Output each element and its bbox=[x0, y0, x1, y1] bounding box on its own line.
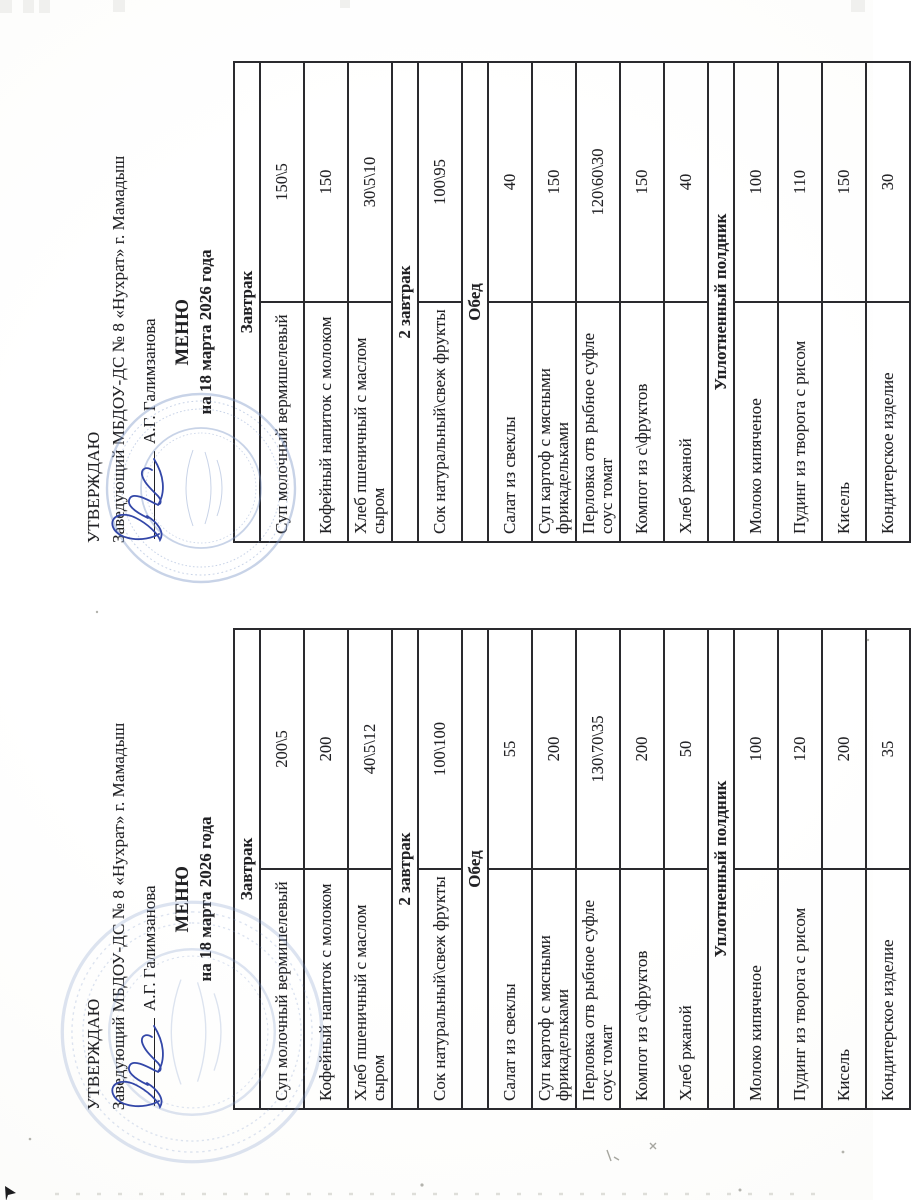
dish-name: Пудинг из творога с рисом bbox=[778, 869, 822, 1109]
dish-qty: 110 bbox=[778, 62, 822, 302]
dish-name: Хлеб пшеничный с маслом сыром bbox=[348, 869, 392, 1109]
dish-qty: 150\5 bbox=[260, 62, 304, 302]
section-title: 2 завтрак bbox=[392, 629, 418, 1109]
dish-row bbox=[620, 629, 664, 1109]
signature-row bbox=[139, 61, 166, 543]
menu-copy-1 bbox=[84, 628, 911, 1110]
dish-name: Хлеб пшеничный с маслом сыром bbox=[348, 302, 392, 542]
dish-row bbox=[866, 629, 910, 1109]
dish-row bbox=[620, 62, 664, 542]
menu-date: на 18 марта 2026 года bbox=[196, 816, 215, 982]
dish-qty: 200 bbox=[532, 629, 576, 869]
section-header-row bbox=[462, 62, 488, 542]
dish-qty: 100 bbox=[734, 62, 778, 302]
approve-label: УТВЕРЖДАЮ bbox=[84, 431, 103, 543]
section-title: Уплотненный полдник bbox=[708, 62, 734, 542]
dish-name: Молоко кипяченое bbox=[734, 302, 778, 542]
dish-row bbox=[304, 629, 348, 1109]
dish-name: Сок натуральный\свеж фрукты bbox=[418, 302, 462, 542]
menu-title: МЕНЮ bbox=[173, 298, 193, 366]
dish-row bbox=[778, 62, 822, 542]
handwritten-signature-icon bbox=[102, 1020, 176, 1116]
dish-row bbox=[418, 62, 462, 542]
dish-row bbox=[664, 62, 708, 542]
dish-row bbox=[576, 62, 620, 542]
dish-qty: 50 bbox=[664, 629, 708, 869]
dish-name: Пудинг из творога с рисом bbox=[778, 302, 822, 542]
dish-qty: 150 bbox=[304, 62, 348, 302]
dish-row bbox=[822, 62, 866, 542]
dish-row bbox=[866, 62, 910, 542]
dish-name: Кисель bbox=[822, 302, 866, 542]
dish-name: Сок натуральный\свеж фрукты bbox=[418, 869, 462, 1109]
dish-qty: 150 bbox=[822, 62, 866, 302]
dish-row bbox=[488, 62, 532, 542]
signature-row bbox=[139, 628, 166, 1110]
dish-qty: 40 bbox=[488, 62, 532, 302]
dish-row bbox=[664, 629, 708, 1109]
dish-row bbox=[348, 62, 392, 542]
dish-row bbox=[734, 629, 778, 1109]
dish-name: Суп картоф с мясными фрикадельками bbox=[532, 302, 576, 542]
director-line: Заведующий МБДОУ-ДС № 8 «Нухрат» г. Мамадыш bbox=[109, 722, 128, 1110]
dish-qty: 130\70\35 bbox=[576, 629, 620, 869]
dish-row bbox=[348, 629, 392, 1109]
section-title: Обед bbox=[462, 62, 488, 542]
dish-qty: 200 bbox=[620, 629, 664, 869]
dish-row bbox=[418, 629, 462, 1109]
dish-row bbox=[488, 629, 532, 1109]
dish-row bbox=[532, 629, 576, 1109]
dish-row bbox=[576, 629, 620, 1109]
dish-qty: 40\5\12 bbox=[348, 629, 392, 869]
dish-row bbox=[734, 62, 778, 542]
dish-row bbox=[778, 629, 822, 1109]
section-header-row bbox=[392, 62, 418, 542]
section-title: 2 завтрак bbox=[392, 62, 418, 542]
dish-qty: 100 bbox=[734, 629, 778, 869]
section-title: Обед bbox=[462, 629, 488, 1109]
dish-name: Кондитерское изделие bbox=[866, 869, 910, 1109]
dish-name: Молоко кипяченое bbox=[734, 869, 778, 1109]
section-title: Завтрак bbox=[234, 629, 260, 1109]
dish-qty: 100\100 bbox=[418, 629, 462, 869]
dish-row bbox=[822, 629, 866, 1109]
dish-row bbox=[532, 62, 576, 542]
menu-title: МЕНЮ bbox=[173, 865, 193, 933]
dish-qty: 200 bbox=[822, 629, 866, 869]
handwritten-signature-icon bbox=[102, 453, 176, 549]
section-title: Уплотненный полдник bbox=[708, 629, 734, 1109]
dish-name: Кофейный напиток с молоком bbox=[304, 302, 348, 542]
dish-row bbox=[260, 62, 304, 542]
dish-qty: 35 bbox=[866, 629, 910, 869]
dish-qty: 200\5 bbox=[260, 629, 304, 869]
menu-date: на 18 марта 2026 года bbox=[196, 249, 215, 415]
menu-copy-2 bbox=[84, 61, 911, 543]
dish-name: Салат из свеклы bbox=[488, 302, 532, 542]
dish-name: Салат из свеклы bbox=[488, 869, 532, 1109]
dish-name: Кисель bbox=[822, 869, 866, 1109]
signer-name: А.Г. Галимзанова bbox=[140, 885, 159, 1011]
director-line: Заведующий МБДОУ-ДС № 8 «Нухрат» г. Мамадыш bbox=[109, 155, 128, 543]
dish-name: Хлеб ржаной bbox=[664, 869, 708, 1109]
section-header-row bbox=[462, 629, 488, 1109]
dish-qty: 120 bbox=[778, 629, 822, 869]
dish-qty: 40 bbox=[664, 62, 708, 302]
dish-name: Кофейный напиток с молоком bbox=[304, 869, 348, 1109]
section-header-row bbox=[234, 629, 260, 1109]
dish-name: Компот из с\фруктов bbox=[620, 869, 664, 1109]
dish-qty: 120\60\30 bbox=[576, 62, 620, 302]
dish-name: Суп картоф с мясными фрикадельками bbox=[532, 869, 576, 1109]
dish-name: Хлеб ржаной bbox=[664, 302, 708, 542]
menu-table bbox=[233, 61, 911, 543]
section-title: Завтрак bbox=[234, 62, 260, 542]
section-header-row bbox=[392, 629, 418, 1109]
dish-row bbox=[260, 629, 304, 1109]
menu-table bbox=[233, 628, 911, 1110]
dish-qty: 55 bbox=[488, 629, 532, 869]
dish-row bbox=[304, 62, 348, 542]
dish-name: Компот из с\фруктов bbox=[620, 302, 664, 542]
dish-name: Суп молочный вермишелевый bbox=[260, 302, 304, 542]
dish-name: Перловка отв рыбное суфле соус томат bbox=[576, 302, 620, 542]
section-header-row bbox=[708, 629, 734, 1109]
dish-name: Перловка отв рыбное суфле соус томат bbox=[576, 869, 620, 1109]
signer-name: А.Г. Галимзанова bbox=[140, 318, 159, 444]
section-header-row bbox=[708, 62, 734, 542]
dish-name: Суп молочный вермишелевый bbox=[260, 869, 304, 1109]
dish-qty: 30 bbox=[866, 62, 910, 302]
dish-qty: 150 bbox=[532, 62, 576, 302]
approve-label: УТВЕРЖДАЮ bbox=[84, 998, 103, 1110]
dish-qty: 200 bbox=[304, 629, 348, 869]
section-header-row bbox=[234, 62, 260, 542]
dish-qty: 150 bbox=[620, 62, 664, 302]
dish-qty: 30\5\10 bbox=[348, 62, 392, 302]
dish-name: Кондитерское изделие bbox=[866, 302, 910, 542]
dish-qty: 100\95 bbox=[418, 62, 462, 302]
